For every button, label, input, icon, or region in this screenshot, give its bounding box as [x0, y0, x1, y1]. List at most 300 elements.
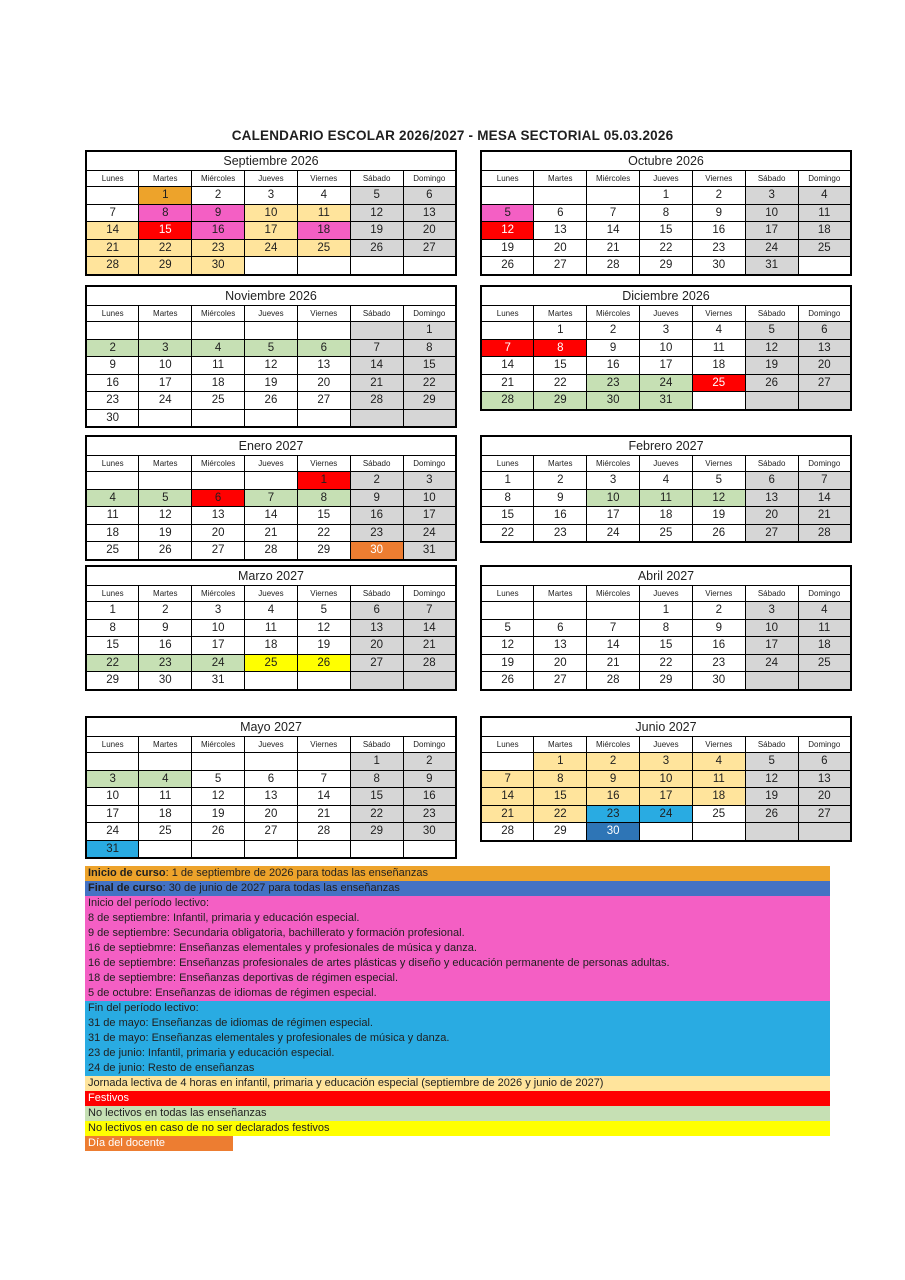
day-cell	[297, 322, 350, 340]
month-title: Febrero 2027	[481, 436, 851, 456]
month-calendar	[85, 565, 457, 691]
day-cell	[692, 392, 745, 410]
day-cell: 14	[481, 357, 534, 375]
day-cell: 11	[192, 357, 245, 375]
day-cell	[297, 753, 350, 771]
day-cell: 5	[139, 489, 192, 507]
month-calendar	[480, 435, 852, 543]
day-cell	[86, 322, 139, 340]
legend-item	[85, 986, 830, 1001]
day-cell: 26	[297, 654, 350, 672]
day-cell: 7	[297, 770, 350, 788]
week-row	[86, 770, 456, 788]
weekday-header: Sábado	[350, 737, 403, 753]
day-cell: 21	[587, 654, 640, 672]
legend-item	[85, 1136, 233, 1151]
legend-text: 18 de septiembre: Enseñanzas deportivas de régimen especial.	[88, 972, 399, 984]
day-cell: 2	[192, 187, 245, 205]
day-cell: 12	[350, 204, 403, 222]
day-cell	[245, 472, 298, 490]
day-cell: 6	[534, 619, 587, 637]
day-cell: 2	[86, 339, 139, 357]
day-cell: 29	[350, 823, 403, 841]
legend-item	[85, 926, 830, 941]
day-cell: 20	[350, 637, 403, 655]
legend-text: 16 de septiembre: Enseñanzas profesionales de artes plásticas y diseño y educación permanente de personas adultas.	[88, 957, 670, 969]
weekday-header: Viernes	[692, 456, 745, 472]
day-cell: 8	[297, 489, 350, 507]
day-cell: 4	[192, 339, 245, 357]
day-cell: 16	[534, 507, 587, 525]
day-cell: 19	[192, 805, 245, 823]
day-cell: 13	[350, 619, 403, 637]
day-cell: 23	[587, 805, 640, 823]
day-cell	[745, 392, 798, 410]
day-cell: 23	[692, 239, 745, 257]
day-cell: 28	[798, 524, 851, 542]
day-cell: 15	[481, 507, 534, 525]
day-cell: 16	[692, 637, 745, 655]
day-cell: 27	[534, 257, 587, 275]
weekday-header: Sábado	[350, 306, 403, 322]
legend-item	[85, 911, 830, 926]
day-cell	[245, 257, 298, 275]
day-cell: 13	[798, 339, 851, 357]
weekday-header: Jueves	[640, 456, 693, 472]
week-row	[86, 672, 456, 690]
day-cell: 6	[798, 753, 851, 771]
day-cell: 25	[798, 239, 851, 257]
day-cell: 9	[692, 204, 745, 222]
day-cell: 6	[192, 489, 245, 507]
day-cell: 3	[640, 322, 693, 340]
day-cell: 23	[692, 654, 745, 672]
day-cell: 25	[245, 654, 298, 672]
day-cell: 17	[86, 805, 139, 823]
day-cell: 21	[587, 239, 640, 257]
day-cell: 18	[139, 805, 192, 823]
day-cell: 22	[403, 374, 456, 392]
day-cell: 26	[481, 257, 534, 275]
day-cell: 27	[745, 524, 798, 542]
legend-text: 31 de mayo: Enseñanzas de idiomas de régimen especial.	[88, 1017, 373, 1029]
day-cell	[297, 672, 350, 690]
day-cell: 12	[139, 507, 192, 525]
day-cell: 14	[86, 222, 139, 240]
day-cell	[350, 257, 403, 275]
day-cell: 10	[745, 204, 798, 222]
day-cell: 29	[86, 672, 139, 690]
week-row	[86, 187, 456, 205]
day-cell	[192, 322, 245, 340]
day-cell: 18	[192, 374, 245, 392]
weekday-header: Martes	[139, 586, 192, 602]
day-cell: 24	[745, 654, 798, 672]
day-cell: 1	[640, 602, 693, 620]
day-cell: 27	[350, 654, 403, 672]
month-calendar	[480, 285, 852, 411]
day-cell: 19	[481, 239, 534, 257]
day-cell	[86, 472, 139, 490]
day-cell: 9	[86, 357, 139, 375]
weekday-header: Jueves	[245, 456, 298, 472]
day-cell: 2	[692, 602, 745, 620]
day-cell: 6	[297, 339, 350, 357]
legend-item	[85, 866, 830, 881]
day-cell: 9	[192, 204, 245, 222]
day-cell: 4	[692, 753, 745, 771]
week-row	[481, 489, 851, 507]
day-cell: 13	[798, 770, 851, 788]
day-cell	[798, 392, 851, 410]
day-cell: 11	[139, 788, 192, 806]
weekday-header: Domingo	[403, 456, 456, 472]
legend-item	[85, 1001, 830, 1016]
weekday-header: Martes	[534, 737, 587, 753]
day-cell: 25	[86, 542, 139, 560]
day-cell: 17	[745, 637, 798, 655]
legend-text: Día del docente	[88, 1137, 166, 1149]
day-cell: 30	[192, 257, 245, 275]
day-cell: 12	[745, 339, 798, 357]
day-cell: 6	[798, 322, 851, 340]
day-cell: 1	[139, 187, 192, 205]
day-cell: 20	[745, 507, 798, 525]
day-cell: 13	[745, 489, 798, 507]
week-row	[86, 472, 456, 490]
day-cell: 27	[798, 805, 851, 823]
day-cell	[139, 322, 192, 340]
weekday-header: Domingo	[798, 586, 851, 602]
day-cell: 20	[297, 374, 350, 392]
day-cell: 15	[297, 507, 350, 525]
day-cell: 18	[692, 788, 745, 806]
weekday-header: Domingo	[798, 737, 851, 753]
day-cell: 19	[297, 637, 350, 655]
day-cell	[86, 187, 139, 205]
month-calendar	[85, 716, 457, 859]
day-cell: 23	[86, 392, 139, 410]
legend-item	[85, 896, 830, 911]
weekday-header: Lunes	[86, 171, 139, 187]
day-cell	[139, 753, 192, 771]
week-row	[86, 507, 456, 525]
day-cell: 11	[640, 489, 693, 507]
day-cell: 12	[745, 770, 798, 788]
legend-text: Jornada lectiva de 4 horas en infantil, primaria y educación especial (septiembre de 2026 y junio de 2027)	[88, 1077, 604, 1089]
month-calendar	[85, 285, 457, 428]
day-cell: 17	[640, 357, 693, 375]
day-cell: 27	[245, 823, 298, 841]
legend-text: Festivos	[88, 1092, 129, 1104]
day-cell: 30	[403, 823, 456, 841]
day-cell: 31	[86, 840, 139, 858]
day-cell: 11	[692, 339, 745, 357]
legend-text: 5 de octubre: Enseñanzas de idiomas de régimen especial.	[88, 987, 377, 999]
legend-item	[85, 1121, 830, 1136]
month-title: Mayo 2027	[86, 717, 456, 737]
weekday-header: Jueves	[245, 306, 298, 322]
weekday-header: Viernes	[297, 171, 350, 187]
week-row	[86, 239, 456, 257]
day-cell: 21	[481, 374, 534, 392]
day-cell: 6	[350, 602, 403, 620]
day-cell: 29	[640, 672, 693, 690]
day-cell: 2	[350, 472, 403, 490]
day-cell: 2	[587, 322, 640, 340]
day-cell: 7	[587, 204, 640, 222]
day-cell	[350, 672, 403, 690]
day-cell: 15	[350, 788, 403, 806]
day-cell	[640, 823, 693, 841]
weekday-header: Domingo	[798, 306, 851, 322]
weekday-header: Sábado	[745, 586, 798, 602]
day-cell	[745, 672, 798, 690]
day-cell: 12	[481, 222, 534, 240]
day-cell	[245, 753, 298, 771]
day-cell: 30	[139, 672, 192, 690]
day-cell: 22	[534, 805, 587, 823]
day-cell: 5	[481, 204, 534, 222]
day-cell	[745, 823, 798, 841]
weekday-header: Viernes	[692, 306, 745, 322]
day-cell: 1	[481, 472, 534, 490]
weekday-header: Sábado	[745, 456, 798, 472]
day-cell: 12	[192, 788, 245, 806]
weekday-header: Miércoles	[587, 586, 640, 602]
week-row	[481, 357, 851, 375]
day-cell: 2	[692, 187, 745, 205]
day-cell: 24	[192, 654, 245, 672]
weekday-header: Martes	[139, 171, 192, 187]
day-cell	[534, 602, 587, 620]
weekday-header: Lunes	[86, 586, 139, 602]
week-row	[86, 753, 456, 771]
legend-text: : 1 de septiembre de 2026 para todas las enseñanzas	[165, 867, 428, 879]
day-cell: 22	[350, 805, 403, 823]
day-cell: 31	[640, 392, 693, 410]
weekday-header: Martes	[534, 586, 587, 602]
day-cell: 11	[86, 507, 139, 525]
weekday-header: Miércoles	[587, 171, 640, 187]
day-cell: 29	[534, 392, 587, 410]
day-cell: 24	[139, 392, 192, 410]
day-cell: 29	[534, 823, 587, 841]
weekday-header: Lunes	[86, 306, 139, 322]
day-cell	[245, 672, 298, 690]
day-cell: 28	[481, 823, 534, 841]
day-cell: 13	[534, 222, 587, 240]
day-cell	[139, 409, 192, 427]
day-cell: 10	[587, 489, 640, 507]
day-cell: 20	[403, 222, 456, 240]
weekday-header: Martes	[534, 456, 587, 472]
day-cell: 14	[587, 637, 640, 655]
day-cell: 3	[86, 770, 139, 788]
day-cell: 1	[350, 753, 403, 771]
week-row	[86, 823, 456, 841]
day-cell: 5	[192, 770, 245, 788]
day-cell: 23	[350, 524, 403, 542]
weekday-header: Sábado	[745, 171, 798, 187]
day-cell: 2	[534, 472, 587, 490]
day-cell: 20	[534, 654, 587, 672]
day-cell: 29	[640, 257, 693, 275]
legend-text: 23 de junio: Infantil, primaria y educación especial.	[88, 1047, 335, 1059]
day-cell	[192, 409, 245, 427]
legend-text: 8 de septiembre: Infantil, primaria y educación especial.	[88, 912, 360, 924]
legend-text: No lectivos en todas las enseñanzas	[88, 1107, 267, 1119]
week-row	[481, 472, 851, 490]
day-cell: 26	[481, 672, 534, 690]
day-cell	[534, 187, 587, 205]
week-row	[86, 619, 456, 637]
legend-text: 16 de septiebmre: Enseñanzas elementales y profesionales de música y danza.	[88, 942, 477, 954]
week-row	[86, 339, 456, 357]
day-cell: 8	[86, 619, 139, 637]
day-cell	[481, 322, 534, 340]
weekday-header: Martes	[139, 456, 192, 472]
day-cell	[297, 257, 350, 275]
week-row	[481, 654, 851, 672]
legend-item	[85, 1016, 830, 1031]
weekday-header: Lunes	[481, 306, 534, 322]
day-cell: 7	[86, 204, 139, 222]
day-cell: 17	[139, 374, 192, 392]
day-cell	[297, 409, 350, 427]
week-row	[481, 753, 851, 771]
legend-item	[85, 1046, 830, 1061]
day-cell	[798, 672, 851, 690]
day-cell: 19	[245, 374, 298, 392]
day-cell: 10	[640, 339, 693, 357]
day-cell: 10	[86, 788, 139, 806]
day-cell: 24	[403, 524, 456, 542]
day-cell	[403, 257, 456, 275]
day-cell: 27	[192, 542, 245, 560]
week-row	[86, 637, 456, 655]
day-cell: 23	[534, 524, 587, 542]
day-cell: 25	[192, 392, 245, 410]
legend-item	[85, 1076, 830, 1091]
weekday-header: Sábado	[350, 171, 403, 187]
legend-item	[85, 1061, 830, 1076]
legend-text: : 30 de junio de 2027 para todas las enseñanzas	[162, 882, 400, 894]
day-cell	[481, 602, 534, 620]
day-cell: 8	[350, 770, 403, 788]
weekday-header: Jueves	[245, 586, 298, 602]
day-cell: 4	[86, 489, 139, 507]
day-cell: 20	[192, 524, 245, 542]
day-cell: 7	[481, 339, 534, 357]
weekday-header: Martes	[139, 306, 192, 322]
day-cell	[403, 672, 456, 690]
day-cell: 14	[245, 507, 298, 525]
day-cell: 24	[640, 805, 693, 823]
day-cell: 19	[139, 524, 192, 542]
week-row	[86, 654, 456, 672]
month-calendar	[85, 435, 457, 561]
day-cell: 10	[245, 204, 298, 222]
weekday-header: Lunes	[481, 171, 534, 187]
calendar-grid	[85, 150, 855, 855]
day-cell: 5	[745, 322, 798, 340]
week-row	[86, 409, 456, 427]
day-cell: 24	[640, 374, 693, 392]
day-cell: 3	[587, 472, 640, 490]
day-cell: 19	[481, 654, 534, 672]
day-cell: 26	[350, 239, 403, 257]
weekday-header: Jueves	[640, 306, 693, 322]
day-cell	[350, 322, 403, 340]
weekday-header: Domingo	[403, 306, 456, 322]
day-cell: 9	[350, 489, 403, 507]
day-cell: 16	[350, 507, 403, 525]
weekday-header: Sábado	[745, 737, 798, 753]
day-cell: 11	[798, 204, 851, 222]
day-cell: 4	[798, 187, 851, 205]
day-cell: 20	[534, 239, 587, 257]
legend-item	[85, 1091, 830, 1106]
day-cell: 22	[86, 654, 139, 672]
weekday-header: Viernes	[297, 306, 350, 322]
week-row	[86, 489, 456, 507]
legend-bold-label: Inicio de curso	[88, 867, 166, 879]
day-cell: 25	[640, 524, 693, 542]
day-cell: 25	[798, 654, 851, 672]
weekday-header: Sábado	[350, 586, 403, 602]
day-cell: 19	[350, 222, 403, 240]
day-cell: 9	[534, 489, 587, 507]
day-cell: 10	[640, 770, 693, 788]
weekday-header: Jueves	[245, 737, 298, 753]
day-cell: 11	[297, 204, 350, 222]
day-cell: 18	[798, 637, 851, 655]
week-row	[481, 339, 851, 357]
weekday-header: Domingo	[798, 171, 851, 187]
week-row	[86, 788, 456, 806]
weekday-header: Domingo	[403, 737, 456, 753]
day-cell: 17	[403, 507, 456, 525]
day-cell: 21	[350, 374, 403, 392]
week-row	[86, 524, 456, 542]
day-cell: 24	[245, 239, 298, 257]
weekday-header: Lunes	[481, 456, 534, 472]
day-cell: 15	[640, 222, 693, 240]
day-cell: 3	[640, 753, 693, 771]
day-cell: 13	[297, 357, 350, 375]
legend-item	[85, 881, 830, 896]
day-cell: 17	[192, 637, 245, 655]
day-cell: 8	[534, 339, 587, 357]
day-cell: 1	[534, 322, 587, 340]
month-title: Enero 2027	[86, 436, 456, 456]
day-cell: 9	[587, 339, 640, 357]
day-cell: 22	[297, 524, 350, 542]
day-cell: 30	[692, 672, 745, 690]
day-cell: 26	[745, 805, 798, 823]
month-title: Marzo 2027	[86, 566, 456, 586]
weekday-header: Miércoles	[587, 456, 640, 472]
day-cell: 23	[587, 374, 640, 392]
day-cell: 29	[139, 257, 192, 275]
day-cell: 24	[86, 823, 139, 841]
week-row	[481, 239, 851, 257]
weekday-header: Viernes	[692, 586, 745, 602]
day-cell: 22	[534, 374, 587, 392]
day-cell: 4	[640, 472, 693, 490]
day-cell: 12	[692, 489, 745, 507]
